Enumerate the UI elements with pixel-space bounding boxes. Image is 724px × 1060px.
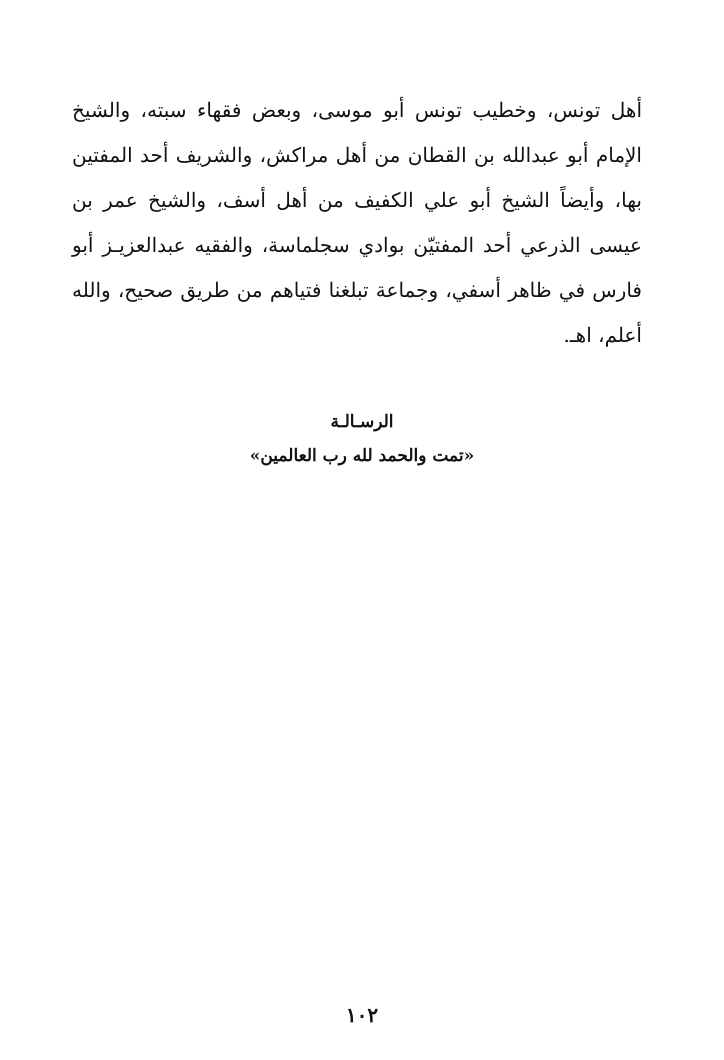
colophon-text: «تمت والحمد لله رب العالمين» xyxy=(249,446,475,466)
body-line: عيسى الذرعي أحد المفتيّن بوادي سجلماسة، والفقيه عبدالعزيـز أبو xyxy=(72,233,642,257)
colophon-title: الرسـالـة xyxy=(330,412,394,432)
page-number: ١٠٢ xyxy=(345,1003,379,1027)
colophon xyxy=(0,405,724,473)
body-line: فارس في ظاهر أسفي، وجماعة تبلغنا فتياهم من طريق صحيح، والله xyxy=(72,278,642,302)
body-line: بها، وأيضاً الشيخ أبو علي الكفيف من أهل أسف، والشيخ عمر بن xyxy=(72,188,642,212)
body-line: الإمام أبو عبدالله بن القطان من أهل مراكش، والشريف أحد المفتين xyxy=(72,143,642,167)
body-line: أهل تونس، وخطيب تونس أبو موسى، وبعض فقهاء سبته، والشيخ xyxy=(72,98,642,122)
body-paragraph xyxy=(72,88,642,358)
body-line: أعلم، اهـ. xyxy=(563,323,642,347)
